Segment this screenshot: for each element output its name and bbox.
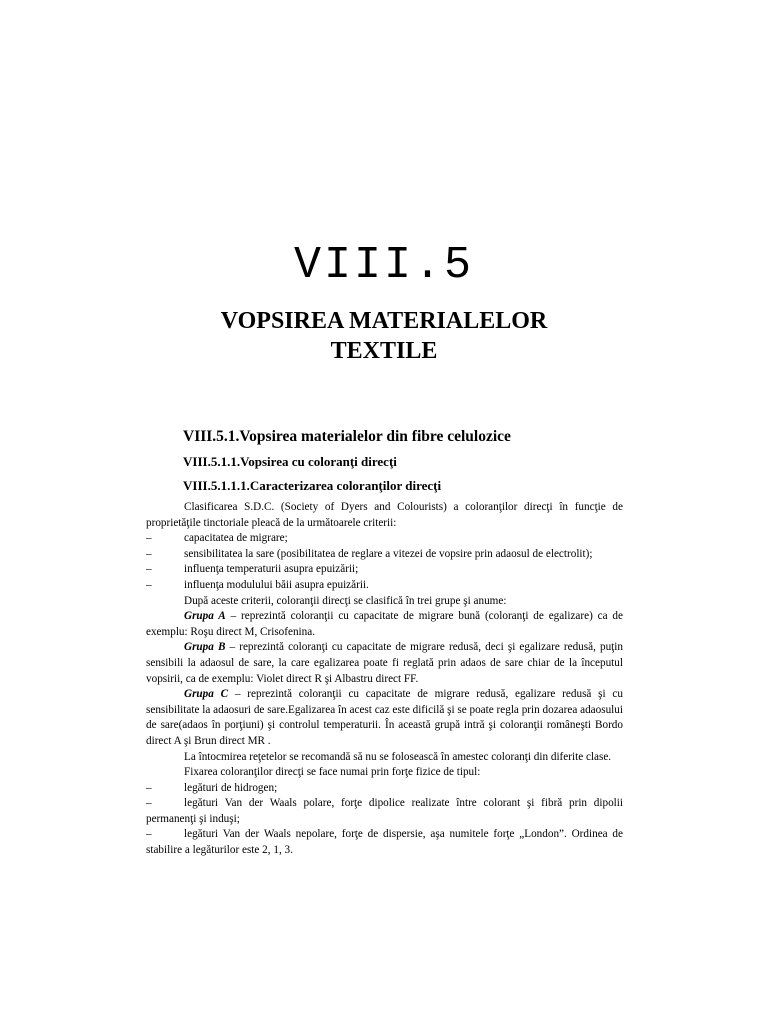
body-text: [146, 500, 623, 859]
group-b-label: Grupa B: [184, 641, 226, 654]
group-c-text: – reprezintă coloranţii cu capacitate de migrare redusă, egalizare redusă şi cu sensibilitate la adaosuri de sare.Egalizarea în acest caz este dificilă şi se poate regla prin dozarea adaosului de sare(adaos în porţiuni) şi controlul temperaturii. În această grupă intră şi coloranţii româneşti Bordo direct A şi Brun direct MR .: [146, 688, 623, 747]
paragraph-fixation: Fixarea coloranţilor direcţi se face numai prin forţe fizice de tipul:: [184, 766, 481, 779]
group-a-text: – reprezintă coloranţii cu capacitate de migrare bună (coloranţi de egalizare) ca de exemplu: Roşu direct M, Crisofenina.: [146, 610, 623, 638]
section-heading: VIII.5.1.Vopsirea materialelor din fibre celulozice: [183, 428, 511, 445]
force-item-text: legături Van der Waals polare, forţe dipolice realizate între colorant şi fibră prin dipolii permanenţi şi induşi;: [146, 797, 623, 825]
chapter-title: [0, 306, 768, 366]
group-a-label: Grupa A: [184, 610, 226, 623]
bullet-dash: –: [146, 578, 152, 591]
criteria-item: [146, 531, 623, 547]
bullet-dash: –: [146, 828, 152, 841]
bullet-dash: –: [146, 547, 152, 560]
paragraph-classification: După aceste criterii, coloranţii direcţi se clasifică în trei grupe şi anume:: [184, 594, 507, 607]
group-c-label: Grupa C: [184, 688, 229, 701]
subsubsection-heading: VIII.5.1.1.1.Caracterizarea coloranţilor direcţi: [183, 478, 442, 493]
criteria-item-text: influenţa modulului băii asupra epuizării.: [184, 578, 369, 591]
force-item-text: legături de hidrogen;: [184, 781, 278, 794]
criteria-item: [146, 562, 623, 578]
paragraph-recipes: La întocmirea reţetelor se recomandă să nu se folosească în amestec coloranţi din diferite clase.: [184, 750, 612, 763]
bullet-dash: –: [146, 797, 152, 810]
bullet-dash: –: [146, 532, 152, 545]
chapter-title-line-1: VOPSIREA MATERIALELOR: [220, 308, 548, 334]
group-b-text: – reprezintă coloranţi cu capacitate de migrare redusă, deci şi egalizare redusă, puţin sensibili la adaosul de sare, la care egalizarea poate fi reglată prin adaos de sare chiar de la începutul vopsirii, ca de exemplu: Violet direct R şi Albastru direct FF.: [146, 641, 623, 685]
bullet-dash: –: [146, 563, 152, 576]
criteria-item-text: influenţa temperaturii asupra epuizării;: [184, 563, 359, 576]
force-item: [146, 827, 623, 858]
chapter-title-line-2: TEXTILE: [330, 338, 438, 364]
subsection-heading: VIII.5.1.1.Vopsirea cu coloranţi direcţi: [183, 454, 397, 469]
group-a-paragraph: [146, 609, 623, 640]
criteria-item: [146, 547, 623, 563]
group-c-paragraph: [146, 687, 623, 749]
bullet-dash: –: [146, 781, 152, 794]
force-item: [146, 781, 623, 797]
chapter-number: VIII.5: [293, 240, 475, 291]
force-item-text: legături Van der Waals nepolare, forţe de dispersie, aşa numitele forţe „London”. Ordinea de stabilire a legăturilor este 2, 1, 3.: [146, 828, 623, 857]
force-item: [146, 796, 623, 827]
criteria-item-text: sensibilitatea la sare (posibilitatea de reglare a vitezei de vopsire prin adaosul de electrolit);: [184, 547, 593, 560]
criteria-item: [146, 578, 623, 594]
criteria-item-text: capacitatea de migrare;: [184, 532, 288, 545]
group-b-paragraph: [146, 640, 623, 687]
paragraph-intro: Clasificarea S.D.C. (Society of Dyers and Colourists) a coloranţilor direcţi în funcţie de proprietăţile tinctoriale pleacă de la următoarele criterii:: [146, 501, 623, 529]
